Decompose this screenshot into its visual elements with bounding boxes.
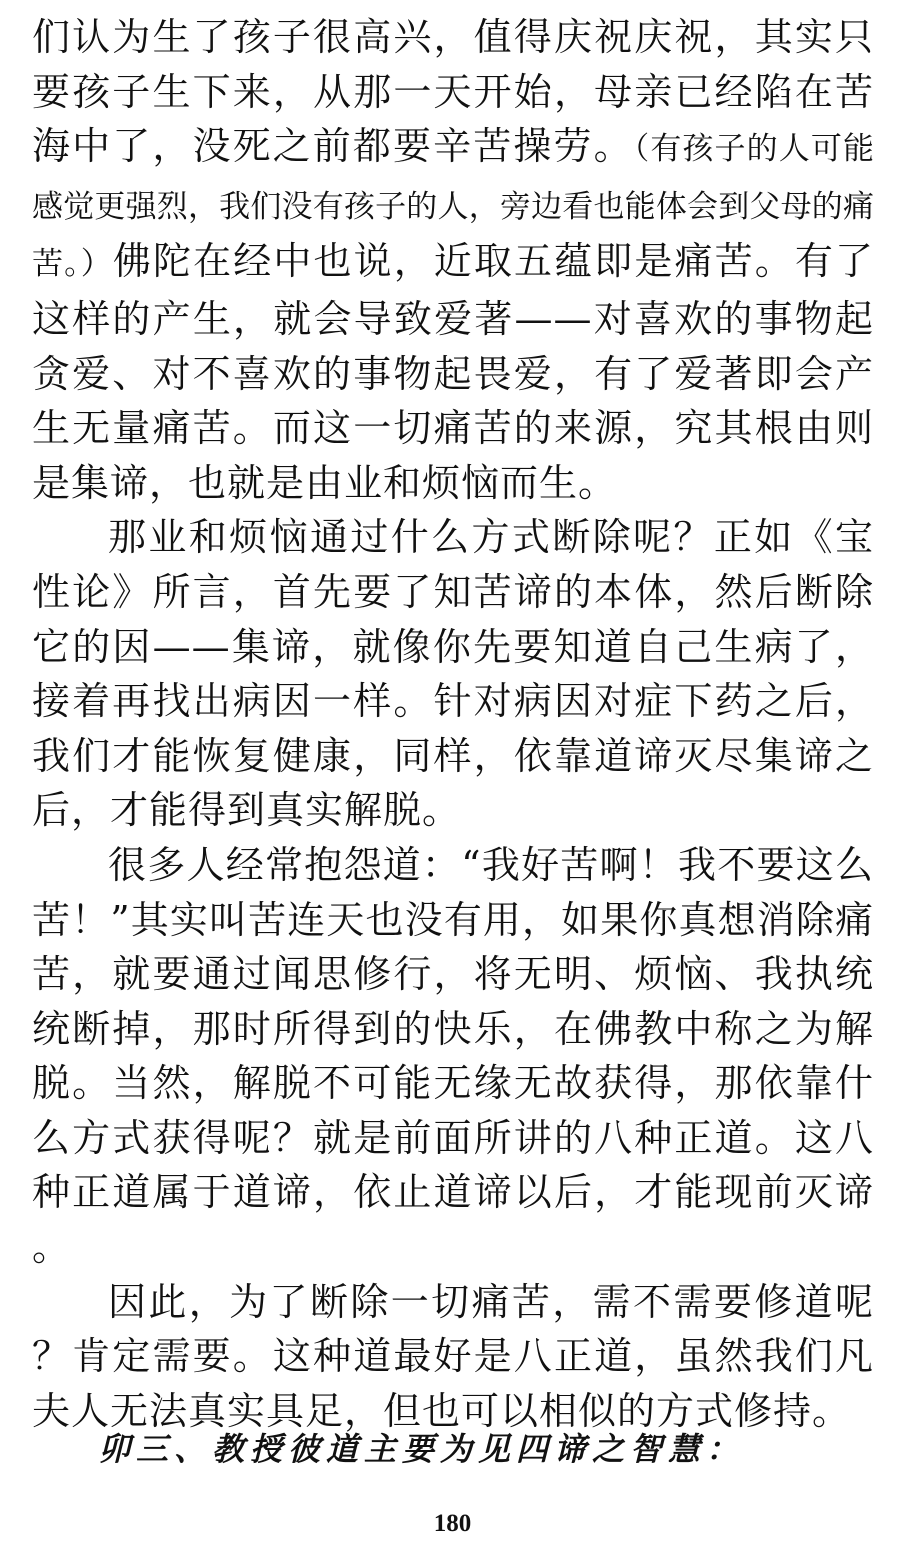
- paragraph-1-text-a: 们认为生了孩子很高兴，值得庆祝庆祝，其实只要孩子生下来，从那一天开始，母亲已经陷在苦海中了，没死之前都要辛苦操劳。: [32, 15, 874, 169]
- paragraph-1-text-b: 佛陀在经中也说，近取五蕴即是痛苦。有了这样的产生，就会导致爱著——对喜欢的事物起贪爱、对不喜欢的事物起畏爱，有了爱著即会产生无量痛苦。而这一切痛苦的来源，究其根由则是集谛，也就是由业和烦恼而生。: [32, 239, 874, 505]
- section-heading: 卯三、教授彼道主要为见四谛之智慧：: [98, 1430, 745, 1468]
- paragraph-2: 那业和烦恼通过什么方式断除呢？正如《宝性论》所言，首先要了知苦谛的本体，然后断除它的因——集谛，就像你先要知道自己生病了，接着再找出病因一样。针对病因对症下药之后，我们才能恢复健康，同样，依靠道谛灭尽集谛之后，才能得到真实解脱。: [32, 515, 874, 833]
- body-text: [32, 10, 874, 1438]
- page-number: 180: [433, 1510, 472, 1537]
- paragraph-4: 因此，为了断除一切痛苦，需不需要修道呢？肯定需要。这种道最好是八正道，虽然我们凡夫人无法真实具足，但也可以相似的方式修持。: [32, 1279, 874, 1433]
- paragraph-3: 很多人经常抱怨道：“我好苦啊！我不要这么苦！”其实叫苦连天也没有用，如果你真想消除痛苦，就要通过闻思修行，将无明、烦恼、我执统统断掉，那时所得到的快乐，在佛教中称之为解脱。当然，解脱不可能无缘无故获得，那依靠什么方式获得呢？就是前面所讲的八种正道。这八种正道属于道谛，依止道谛以后，才能现前灭谛。: [32, 842, 874, 1270]
- paragraph-1: [32, 10, 874, 510]
- paragraph-1-parenthetical-note: （有孩子的人可能感觉更强烈，我们没有孩子的人，旁边看也能体会到父母的痛苦。）: [32, 131, 874, 283]
